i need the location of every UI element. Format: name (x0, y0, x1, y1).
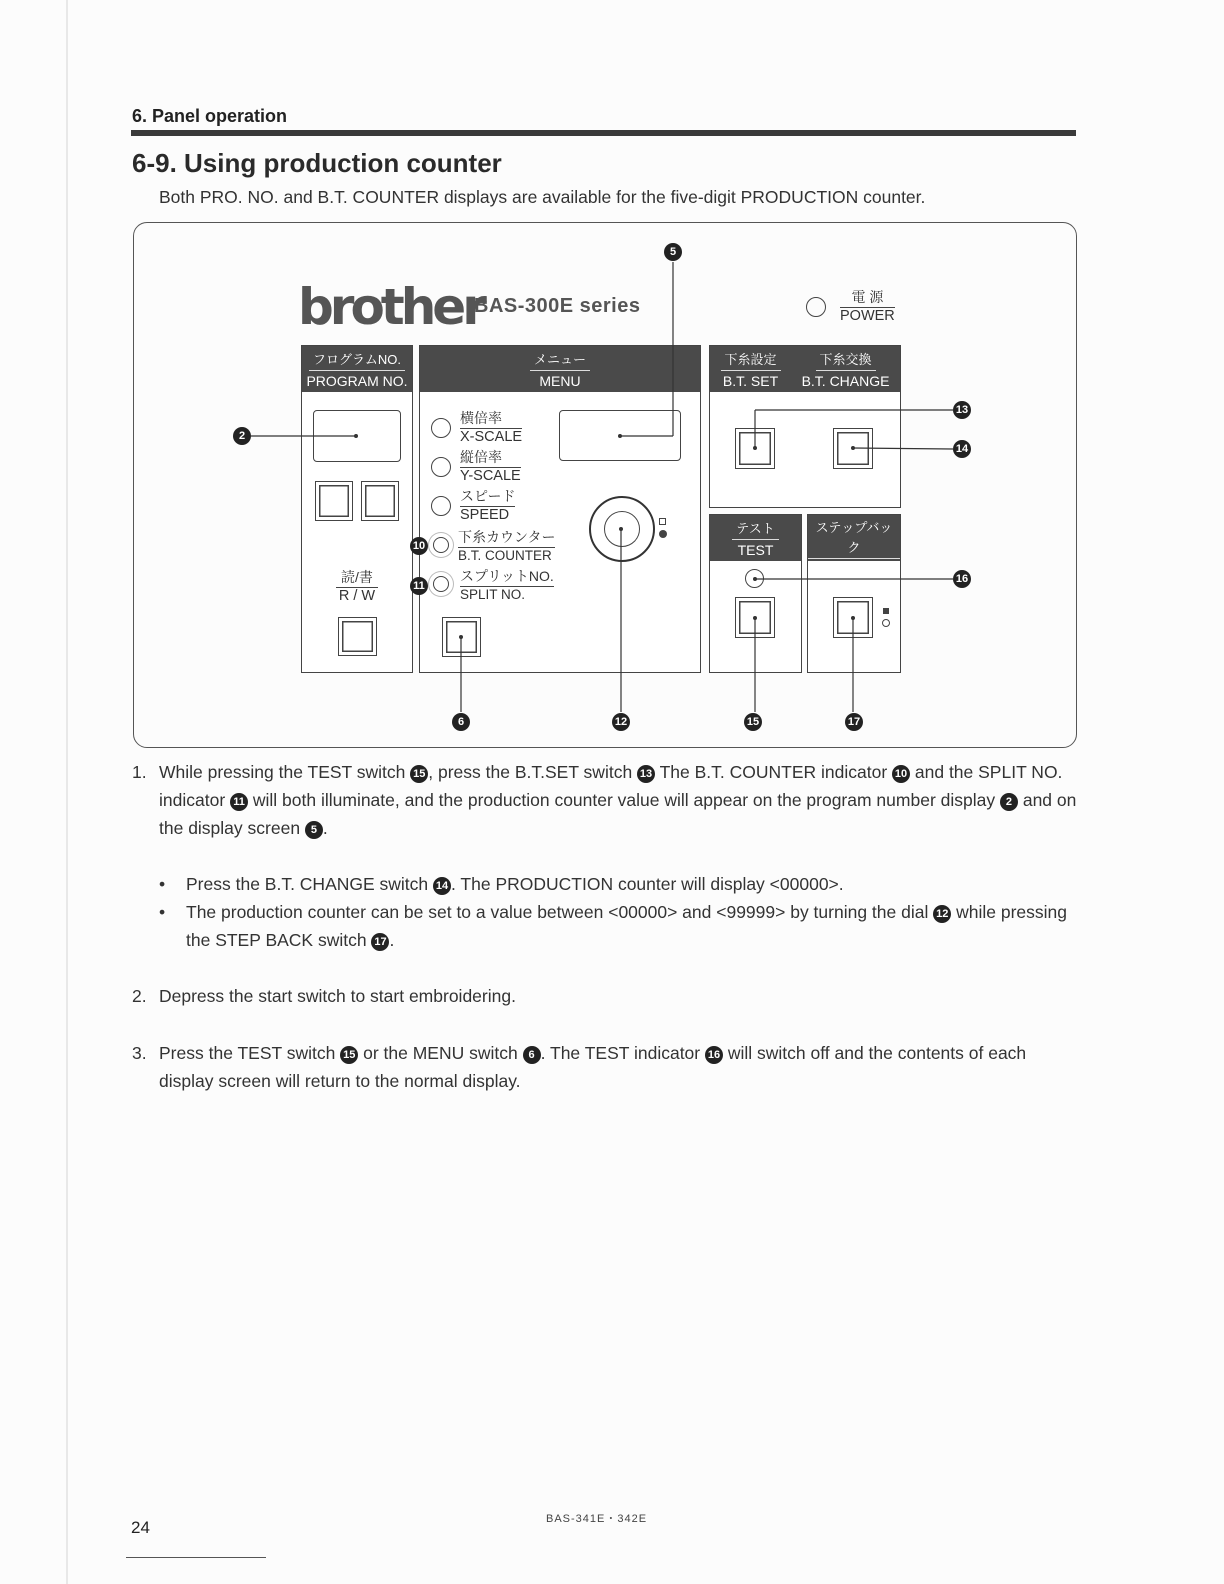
ref-17: 17 (371, 933, 389, 951)
callout-15: 15 (744, 713, 762, 731)
callout-17: 17 (845, 713, 863, 731)
text: The production counter can be set to a value between <00000> and <99999> by turning the dial (186, 902, 934, 922)
ref-16: 16 (705, 1046, 723, 1064)
bt-set-jp: 下糸設定 (721, 350, 781, 371)
bullet-1: • Press the B.T. CHANGE switch 14 . The PRODUCTION counter will display <00000>. (159, 874, 844, 894)
ref-12: 12 (933, 905, 951, 923)
callout-10: 10 (410, 537, 428, 555)
footer-model: BAS-341E・342E (546, 1513, 648, 1525)
ref-14: 14 (433, 877, 451, 895)
rw-jp: 読/書 (336, 567, 378, 588)
callout-12: 12 (612, 713, 630, 731)
text: Press the B.T. CHANGE switch (186, 874, 434, 894)
ref-13: 13 (637, 765, 655, 783)
yscale-jp: 縦倍率 (460, 447, 521, 468)
callout-5: 5 (664, 243, 682, 261)
callout-11: 11 (410, 577, 428, 595)
bullet-2: • The production counter can be set to a value between <00000> and <99999> by turning the dial 12 while pressing the STEP BACK switch 17 . (159, 902, 1067, 950)
ref-5: 5 (305, 821, 323, 839)
callout-16: 16 (953, 570, 971, 588)
step-3 (132, 1039, 1077, 1095)
step-back-jp: ステップバック (808, 518, 900, 559)
callout-2: 2 (233, 427, 251, 445)
rw-en: R / W (338, 588, 376, 604)
footer-rule (126, 1557, 266, 1558)
text: , press the B.T.SET switch (428, 762, 638, 782)
xscale-en: X-SCALE (460, 429, 523, 445)
power-en: POWER (840, 308, 895, 324)
text: and on the display screen (159, 790, 1077, 838)
text: and the SPLIT NO. indicator (159, 762, 1063, 810)
ref-10: 10 (892, 765, 910, 783)
intro-text: Both PRO. NO. and B.T. COUNTER displays are available for the five-digit PRODUCTION counter. (159, 187, 926, 207)
ref-2: 2 (1000, 793, 1018, 811)
step-2 (132, 982, 1077, 1010)
bt-set-en: B.T. SET (722, 373, 779, 389)
split-no-en: SPLIT NO. (460, 587, 526, 602)
program-jp: フログラムNO. (309, 350, 405, 371)
menu-jp: メニュー (530, 350, 590, 371)
callout-6: 6 (452, 713, 470, 731)
ref-15: 15 (410, 765, 428, 783)
speed-en: SPEED (460, 507, 510, 523)
text: will switch off and the contents of each display screen will return to the normal display. (159, 1043, 1027, 1091)
menu-en: MENU (539, 373, 581, 389)
program-en: PROGRAM NO. (306, 373, 408, 389)
split-no-jp: スプリットNO. (460, 566, 554, 587)
bt-counter-en: B.T. COUNTER (458, 548, 552, 563)
bt-change-en: B.T. CHANGE (801, 373, 890, 389)
text: . The PRODUCTION counter will display <00000>. (451, 874, 844, 894)
ref-6: 6 (523, 1046, 541, 1064)
page-number: 24 (131, 1518, 150, 1537)
step-1-number: 1. (132, 762, 147, 782)
brother-logo: brother (298, 278, 483, 336)
text: will both illuminate, and the production counter value will appear on the program number display (248, 790, 1000, 810)
series-label: BAS-300E series (474, 295, 641, 317)
power-jp: 電 源 (840, 287, 895, 308)
text: While pressing the TEST switch (159, 762, 411, 782)
speed-jp: スピード (460, 486, 515, 507)
step-1 (132, 758, 1077, 842)
step-2-number: 2. (132, 986, 147, 1006)
section-header: 6. Panel operation (132, 106, 288, 126)
xscale-jp: 横倍率 (460, 408, 522, 429)
text: . (322, 818, 328, 838)
yscale-en: Y-SCALE (460, 468, 521, 484)
step-3-number: 3. (132, 1043, 147, 1063)
page-title: 6-9. Using production counter (132, 148, 502, 178)
text: while pressing the STEP BACK switch (186, 902, 1067, 950)
bt-counter-jp: 下糸カウンター (458, 527, 555, 548)
ref-11: 11 (230, 793, 248, 811)
step-back-en: STEP BACK (814, 561, 894, 577)
text: The B.T. COUNTER indicator (655, 762, 893, 782)
step-2-text: Depress the start switch to start embroidering. (159, 986, 516, 1006)
text: or the MENU switch (358, 1043, 523, 1063)
text: . (389, 930, 395, 950)
callout-13: 13 (953, 401, 971, 419)
bt-change-jp: 下糸交換 (816, 350, 876, 371)
test-jp: テスト (732, 519, 778, 540)
ref-15: 15 (340, 1046, 358, 1064)
callout-14: 14 (953, 440, 971, 458)
text: . The TEST indicator (540, 1043, 705, 1063)
text: Press the TEST switch (159, 1043, 341, 1063)
test-en: TEST (737, 542, 774, 558)
